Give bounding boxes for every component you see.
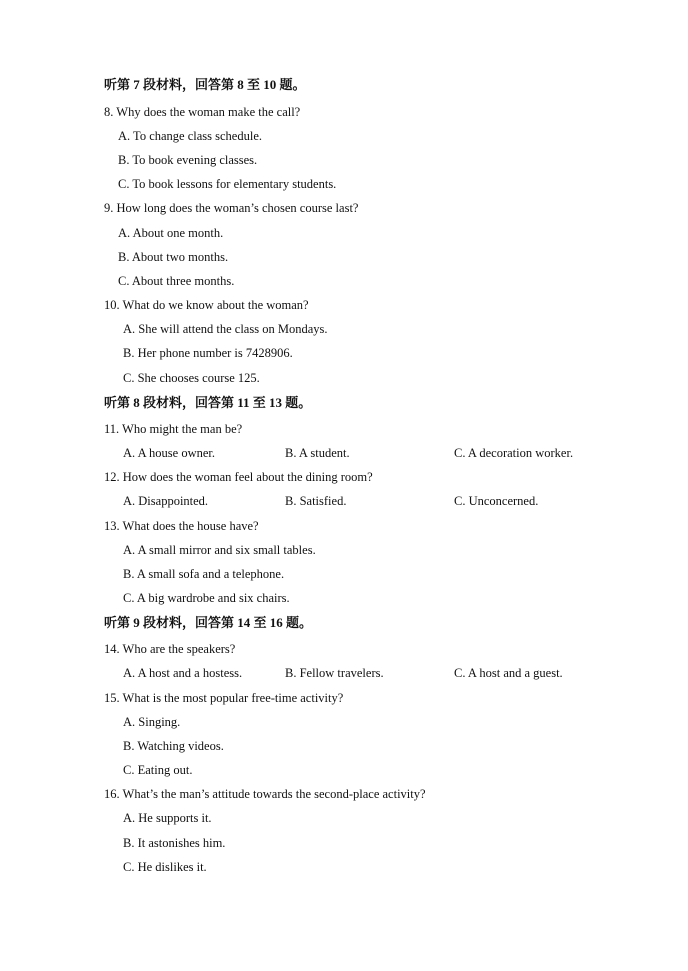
option: A. To change class schedule.: [118, 129, 262, 143]
section-heading: 听第 9 段材料，回答第 14 至 16 题。: [104, 615, 313, 630]
option: B. Her phone number is 7428906.: [123, 346, 293, 360]
option: C. A big wardrobe and six chairs.: [123, 591, 290, 605]
option: C. He dislikes it.: [123, 860, 207, 874]
option: C. She chooses course 125.: [123, 371, 260, 385]
question-stem: 13. What does the house have?: [104, 519, 259, 533]
option: A. He supports it.: [123, 811, 212, 825]
section-heading: 听第 7 段材料，回答第 8 至 10 题。: [104, 77, 306, 92]
option: B. To book evening classes.: [118, 153, 258, 167]
option: C. To book lessons for elementary students.: [118, 177, 337, 191]
option: B. Satisfied.: [285, 494, 347, 508]
option: C. About three months.: [118, 274, 235, 288]
option: C. A host and a guest.: [454, 666, 563, 680]
question-stem: 9. How long does the woman’s chosen course last?: [104, 201, 359, 215]
option: A. She will attend the class on Mondays.: [123, 322, 328, 336]
option: A. Disappointed.: [123, 494, 209, 508]
question-stem: 11. Who might the man be?: [104, 422, 243, 436]
option: B. A student.: [285, 446, 350, 460]
question-stem: 16. What’s the man’s attitude towards the second-place activity?: [104, 787, 426, 801]
option: C. Unconcerned.: [454, 494, 539, 508]
question-stem: 8. Why does the woman make the call?: [104, 105, 301, 119]
question-stem: 14. Who are the speakers?: [104, 642, 236, 656]
option: A. A host and a hostess.: [123, 666, 243, 680]
question-stem: 12. How does the woman feel about the dining room?: [104, 470, 373, 484]
option: A. A house owner.: [123, 446, 216, 460]
option: A. A small mirror and six small tables.: [123, 543, 316, 557]
option: B. About two months.: [118, 250, 229, 264]
option: B. Fellow travelers.: [285, 666, 384, 680]
option: B. A small sofa and a telephone.: [123, 567, 285, 581]
question-stem: 15. What is the most popular free-time activity?: [104, 691, 344, 705]
section-heading: 听第 8 段材料，回答第 11 至 13 题。: [104, 395, 312, 410]
option: A. About one month.: [118, 226, 224, 240]
question-stem: 10. What do we know about the woman?: [104, 298, 309, 312]
option: A. Singing.: [123, 715, 181, 729]
option: C. Eating out.: [123, 763, 193, 777]
option: B. Watching videos.: [123, 739, 224, 753]
option: C. A decoration worker.: [454, 446, 574, 460]
option: B. It astonishes him.: [123, 836, 226, 850]
